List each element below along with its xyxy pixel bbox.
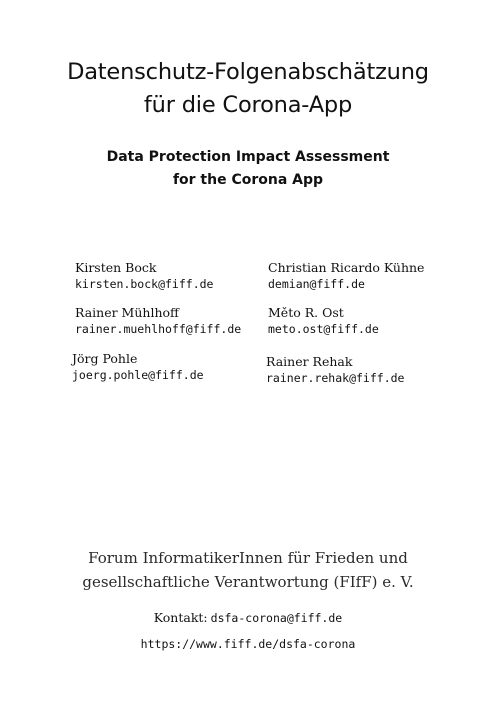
author-block	[75, 305, 285, 337]
author-name: Kirsten Bock	[75, 260, 157, 275]
author-block	[75, 260, 285, 292]
author-email[interactable]: demian@fiff.de	[268, 277, 365, 291]
organization-name	[0, 546, 496, 594]
author-email[interactable]: rainer.rehak@fiff.de	[266, 371, 405, 385]
author-name: Jörg Pohle	[72, 351, 138, 366]
author-name: Christian Ricardo Kühne	[268, 260, 425, 275]
author-block	[268, 260, 478, 292]
author-email[interactable]: rainer.muehlhoff@fiff.de	[75, 322, 242, 336]
author-block	[268, 305, 478, 337]
document-subtitle	[0, 146, 496, 192]
author-name: Rainer Rehak	[266, 354, 353, 369]
organization-line-2: gesellschaftliche Verantwortung (FIfF) e. V.	[82, 573, 414, 591]
contact-label: Kontakt:	[153, 610, 208, 625]
document-title	[0, 56, 496, 122]
author-email[interactable]: meto.ost@fiff.de	[268, 322, 379, 336]
title-line-1: Datenschutz-Folgenabschätzung	[67, 59, 429, 85]
contact-email[interactable]: dsfa-corona@fiff.de	[210, 611, 343, 625]
title-line-2: für die Corona-App	[143, 92, 353, 118]
project-url[interactable]: https://www.fiff.de/dsfa-corona	[140, 637, 356, 651]
subtitle-line-1: Data Protection Impact Assessment	[106, 149, 390, 165]
author-block	[266, 354, 476, 386]
subtitle-line-2: for the Corona App	[172, 172, 324, 188]
author-email[interactable]: kirsten.bock@fiff.de	[75, 277, 214, 291]
contact-line	[0, 610, 496, 626]
author-name: Rainer Mühlhoff	[75, 305, 179, 320]
organization-line-1: Forum InformatikerInnen für Frieden und	[88, 549, 408, 567]
author-block	[72, 351, 282, 383]
author-email[interactable]: joerg.pohle@fiff.de	[72, 368, 204, 382]
author-name: Měto R. Ost	[268, 305, 344, 320]
